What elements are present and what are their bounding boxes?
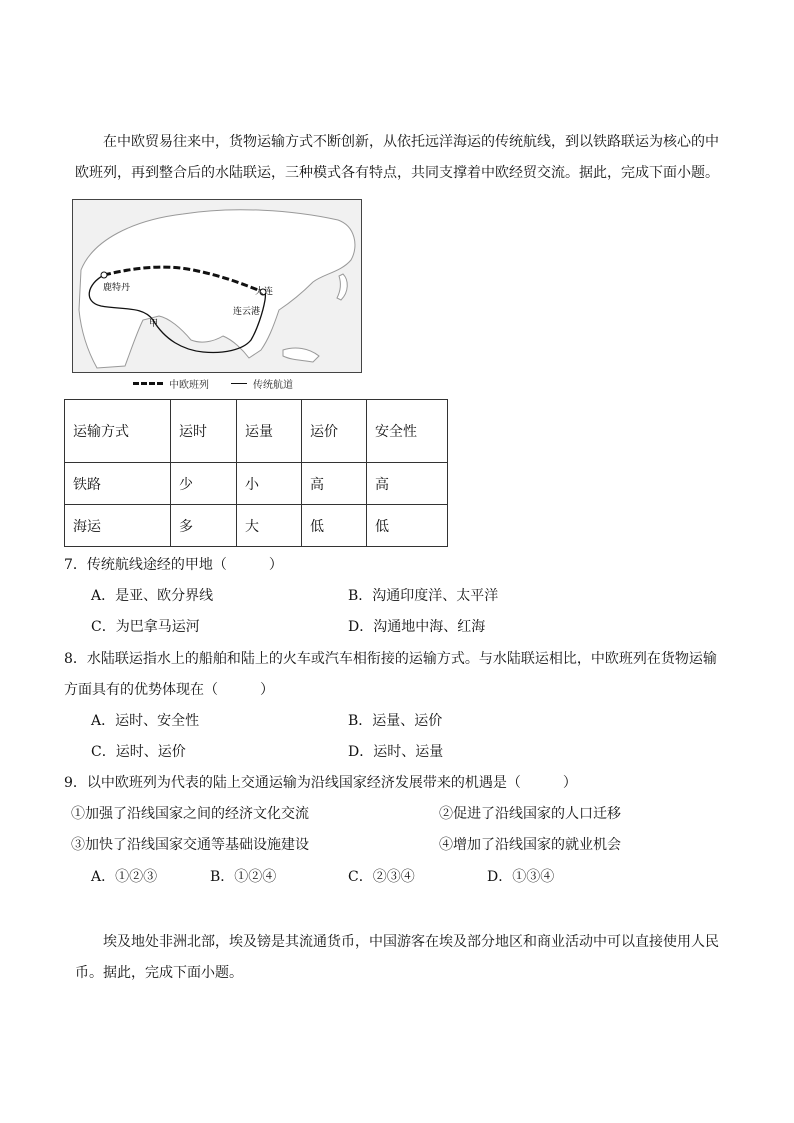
table-cell: 多 (171, 505, 237, 547)
q9-stem: 9．以中欧班列为代表的陆上交通运输为沿线国家经济发展带来的机遇是（ ） (64, 775, 577, 791)
landmass-japan (337, 274, 347, 300)
q7-option-a[interactable]: A．是亚、欧分界线 (91, 588, 214, 604)
q8-stem-line1: 8．水陆联运指水上的船舶和陆上的火车或汽车相衔接的运输方式。与水陆联运相比，中欧班列在货物运输 (64, 651, 717, 667)
table-header-cell: 运量 (237, 400, 302, 463)
transport-comparison-table (64, 399, 448, 547)
sea-legend-swatch (231, 383, 247, 384)
table-header-cell: 运价 (302, 400, 367, 463)
rotterdam-marker (101, 272, 107, 278)
q7-option-b[interactable]: B．沟通印度洋、太平洋 (348, 588, 499, 604)
q9-statement-4: ④增加了沿线国家的就业机会 (439, 837, 621, 853)
table-cell: 少 (171, 463, 237, 505)
q8-option-d[interactable]: D．运时、运量 (348, 744, 444, 760)
map-drawing (73, 200, 361, 372)
q9-option-c[interactable]: C．②③④ (348, 869, 415, 885)
table-header-cell: 运时 (171, 400, 237, 463)
rail-legend-label: 中欧班列 (169, 379, 209, 391)
table-cell: 小 (237, 463, 302, 505)
q9-statement-1: ①加强了沿线国家之间的经济文化交流 (71, 806, 309, 822)
q9-statement-3: ③加快了沿线国家交通等基础设施建设 (71, 837, 309, 853)
rail-legend-swatch (133, 382, 163, 385)
table-cell: 高 (302, 463, 367, 505)
q7-option-c[interactable]: C．为巴拿马运河 (91, 619, 200, 635)
q9-option-d[interactable]: D．①③④ (487, 869, 555, 885)
q8-stem-line2: 方面具有的优势体现在（ ） (64, 682, 274, 698)
q9-option-b[interactable]: B．①②④ (210, 869, 277, 885)
table-cell: 海运 (65, 505, 171, 547)
passage1-line2: 欧班列，再到整合后的水陆联运，三种模式各有特点，共同支撑着中欧经贸交流。据此，完成下面小题。 (75, 165, 719, 181)
q7-option-d[interactable]: D．沟通地中海、红海 (348, 619, 486, 635)
q8-option-a[interactable]: A．运时、安全性 (91, 713, 200, 729)
passage2-line1: 埃及地处非洲北部，埃及镑是其流通货币，中国游客在埃及部分地区和商业活动中可以直接使用人民 (103, 934, 719, 950)
table-cell: 低 (302, 505, 367, 547)
table-row (65, 505, 448, 547)
map-label-dalian: 大连 (255, 287, 274, 297)
table-cell: 铁路 (65, 463, 171, 505)
q9-statement-2: ②促进了沿线国家的人口迁移 (439, 806, 621, 822)
sea-legend-label: 传统航道 (253, 379, 293, 391)
table-header-row (65, 400, 448, 463)
table-cell: 高 (367, 463, 448, 505)
table-header-cell: 运输方式 (65, 400, 171, 463)
map-label-jia: 甲 (149, 319, 159, 329)
q9-option-a[interactable]: A．①②③ (91, 869, 158, 885)
landmass-islands (283, 348, 319, 362)
q8-option-b[interactable]: B．运量、运价 (348, 713, 443, 729)
q7-stem: 7．传统航线途经的甲地（ ） (64, 557, 283, 573)
eurasia-route-map (72, 199, 362, 373)
map-legend (133, 376, 293, 390)
passage1-line1: 在中欧贸易往来中，货物运输方式不断创新，从依托远洋海运的传统航线，到以铁路联运为核心的中 (103, 134, 719, 150)
table-cell: 大 (237, 505, 302, 547)
table-cell: 低 (367, 505, 448, 547)
passage2-line2: 币。据此，完成下面小题。 (75, 965, 243, 981)
table-header-cell: 安全性 (367, 400, 448, 463)
q8-option-c[interactable]: C．运时、运价 (91, 744, 186, 760)
map-label-rotterdam: 鹿特丹 (103, 283, 131, 293)
table-row (65, 463, 448, 505)
map-label-lianyungang: 连云港 (233, 307, 261, 317)
